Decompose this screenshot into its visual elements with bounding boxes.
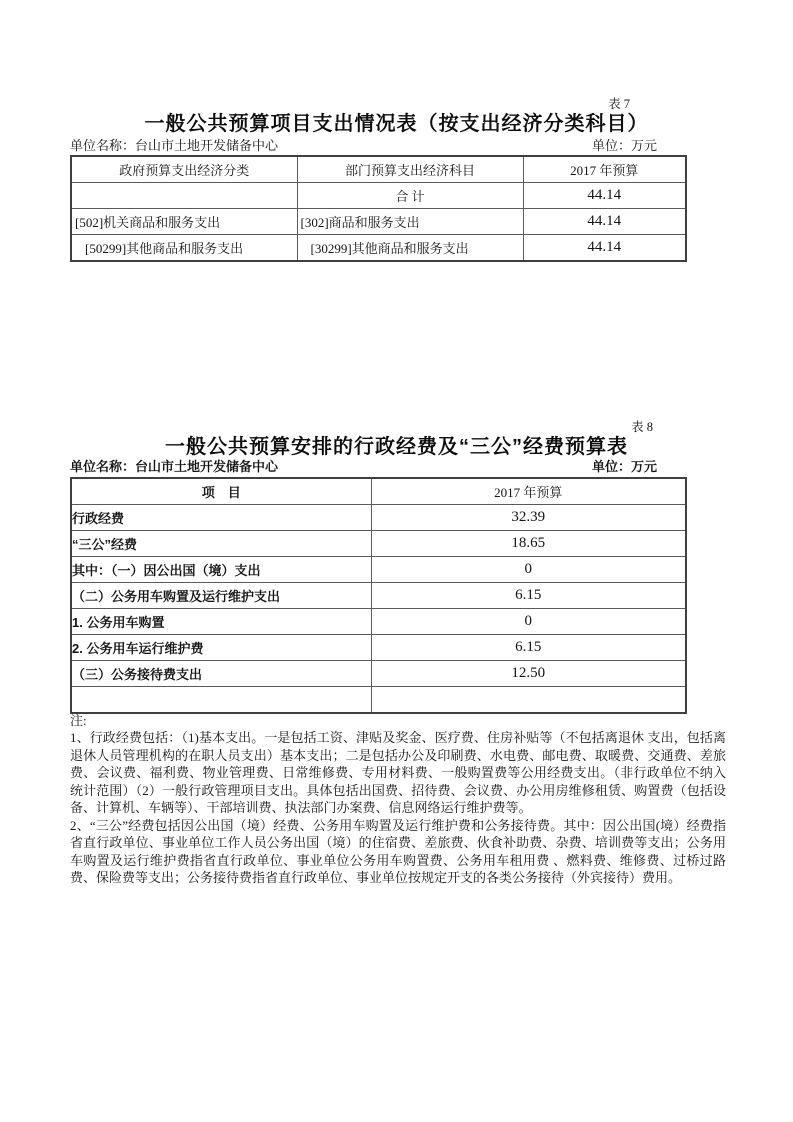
- table8-label-three-public: “三公”经费: [71, 531, 371, 557]
- table7-cell-total-value: 44.14: [523, 183, 686, 209]
- table7-col-budget-2017: 2017 年预算: [523, 156, 686, 183]
- table8-value-vehicle-maintenance: 6.15: [371, 635, 686, 661]
- table8-value-three-public: 18.65: [371, 531, 686, 557]
- table8-label-admin-expense: 行政经费: [71, 505, 371, 531]
- table8-row-admin-expense: [71, 505, 686, 531]
- table8-row-abroad: [71, 557, 686, 583]
- table8-header-row: [71, 478, 686, 505]
- table7-meta-row: [70, 138, 685, 154]
- table7-header-row: [71, 156, 686, 183]
- table8-unit-label: 单位：万元: [591, 459, 657, 474]
- note-item-2: 2、“三公”经费包括因公出国（境）经费、公务用车购置及运行维护费和公务接待费。其中：因公出国(境）经费指省直行政单位、事业单位工作人员公务出国（境）的住宿费、差旅费、伙食补助费、杂费、培训费等支出；公务用车购置及运行维护费指省直行政单位、事业单位公务用车购置费、公务用车租用费 、燃料费、维修费、过桥过路费、保险费等支出；公务接待费指省直行政单位、事业单位按规定开支的各类公务接待（外宾接待）费用。: [70, 817, 726, 885]
- table7-cell-dept-302: [302]商品和服务支出: [297, 209, 523, 235]
- table8-row-empty: [71, 687, 686, 714]
- note-item-1: 1、行政经费包括：（1)基本支出。一是包括工资、津贴及奖金、医疗费、住房补贴等（不包括离退休 支出，包括离退休人员管理机构的在职人员支出）基本支出；二是包括办公及印刷费、水电费、邮电费、取暖费、交通费、差旅费、会议费、福利费、物业管理费、日常维修费、专用材料费、一般购置费等公用经费支出。（非行政单位不纳入统计范围）（2）一般行政管理项目支出。具体包括出国费、招待费、会议费、办公用房维修租赁、购置费（包括设备、计算机、车辆等）、干部培训费、执法部门办案费、信息网络运行维护费等。: [70, 730, 726, 815]
- table8-col-item: 项 目: [71, 478, 371, 505]
- table8-row-vehicle-purchase: [71, 609, 686, 635]
- table7-cell-dept-30299: [30299]其他商品和服务支出: [297, 235, 523, 262]
- table8-value-admin-expense: 32.39: [371, 505, 686, 531]
- table8-label-empty: [71, 687, 371, 714]
- table7-unit-label: 单位：万元: [591, 138, 657, 153]
- table8-row-three-public: [71, 531, 686, 557]
- table8-label-vehicle-total: （二）公务用车购置及运行维护支出: [71, 583, 371, 609]
- table7-cell-gov-502: [502]机关商品和服务支出: [71, 209, 297, 235]
- table8-label-vehicle-maintenance: 2. 公务用车运行维护费: [71, 635, 371, 661]
- table8-tag: 表 8: [631, 420, 653, 434]
- table8-col-budget-2017: 2017 年预算: [371, 478, 686, 505]
- table8-label-abroad: 其中：（一）因公出国（境）支出: [71, 557, 371, 583]
- table8-row-vehicle-maintenance: [71, 635, 686, 661]
- table7-cell-value-502: 44.14: [523, 209, 686, 235]
- table7-col-gov-class: 政府预算支出经济分类: [71, 156, 297, 183]
- table7: [70, 155, 687, 262]
- table8-label-vehicle-purchase: 1. 公务用车购置: [71, 609, 371, 635]
- table8-value-abroad: 0: [371, 557, 686, 583]
- table7-title: 一般公共预算项目支出情况表（按支出经济分类科目）: [144, 113, 649, 135]
- table8-value-vehicle-total: 6.15: [371, 583, 686, 609]
- table8-org-name: 单位名称：台山市土地开发储备中心: [70, 459, 279, 474]
- notes-label: 注:: [70, 713, 87, 728]
- table8-row-vehicle-total: [71, 583, 686, 609]
- table8-value-reception: 12.50: [371, 661, 686, 687]
- table7-cell-total-label: 合 计: [297, 183, 523, 209]
- table7-cell-value-50299: 44.14: [523, 235, 686, 262]
- table7-cell-gov-50299: [50299]其他商品和服务支出: [71, 235, 297, 262]
- table7-col-dept-subject: 部门预算支出经济科目: [297, 156, 523, 183]
- table8-meta-row: [70, 459, 685, 475]
- notes-section: [70, 712, 726, 887]
- table8-title: 一般公共预算安排的行政经费及“三公”经费预算表: [165, 436, 628, 458]
- table7-org-name: 单位名称：台山市土地开发储备中心: [70, 138, 279, 153]
- table8-row-reception: [71, 661, 686, 687]
- table7-row-total: [71, 183, 686, 209]
- table7-cell-empty: [71, 183, 297, 209]
- table8-value-empty: [371, 687, 686, 714]
- table8-label-reception: （三）公务接待费支出: [71, 661, 371, 687]
- table7-row-502: [71, 209, 686, 235]
- table8: [70, 477, 687, 714]
- table8-value-vehicle-purchase: 0: [371, 609, 686, 635]
- table7-row-50299: [71, 235, 686, 262]
- table7-tag: 表 7: [608, 97, 630, 111]
